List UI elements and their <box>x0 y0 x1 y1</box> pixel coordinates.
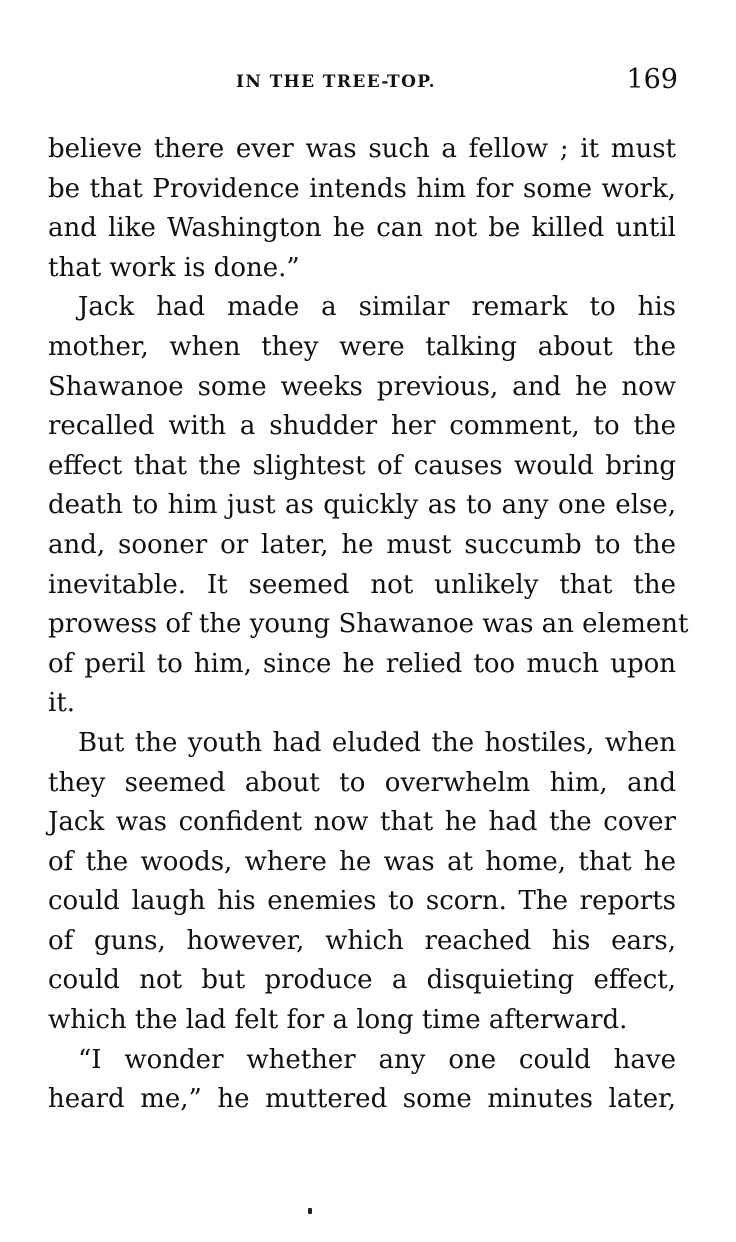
text-line: Shawanoe some weeks previous, and he now <box>48 371 676 402</box>
page-number: 169 <box>626 64 678 95</box>
text-line: and like Washington he can not be killed until <box>48 213 676 244</box>
text-line: prowess of the young Shawanoe was an element <box>48 609 689 640</box>
text-line: inevitable. It seemed not unlikely that the <box>48 569 676 600</box>
text-line: could laugh his enemies to scorn. The reports <box>48 886 676 917</box>
text-line: it. <box>48 688 76 719</box>
text-line: heard me,” he muttered some minutes later, <box>48 1084 676 1115</box>
text-line: and, sooner or later, he must succumb to the <box>48 529 676 560</box>
text-line: of peril to him, since he relied too much upon <box>48 648 676 679</box>
body-text <box>48 130 689 1120</box>
text-line: “I wonder whether any one could have <box>78 1044 676 1075</box>
running-title: IN THE TREE-TOP. <box>236 72 436 92</box>
text-line: believe there ever was such a fellow ; it must <box>48 134 676 164</box>
text-line: recalled with a shudder her comment, to the <box>48 411 676 442</box>
text-line: which the lad felt for a long time afterward. <box>48 1005 628 1036</box>
text-line: be that Providence intends him for some work, <box>48 173 676 204</box>
text-line: death to him just as quickly as to any one else, <box>48 490 676 521</box>
text-line: Jack had made a similar remark to his <box>78 292 676 323</box>
text-line: But the youth had eluded the hostiles, when <box>78 727 676 758</box>
text-line: mother, when they were talking about the <box>48 331 676 362</box>
text-line: that work is done.” <box>48 252 300 283</box>
text-line: could not but produce a disquieting effect, <box>48 965 676 996</box>
text-line: of the woods, where he was at home, that he <box>48 846 676 877</box>
page-header <box>48 62 678 102</box>
text-line: of guns, however, which reached his ears, <box>48 925 676 956</box>
text-line: effect that the slightest of causes would bring <box>48 450 676 481</box>
printer-mark <box>308 1208 312 1214</box>
text-line: they seemed about to overwhelm him, and <box>48 767 676 798</box>
text-line: Jack was confident now that he had the cover <box>48 807 676 838</box>
